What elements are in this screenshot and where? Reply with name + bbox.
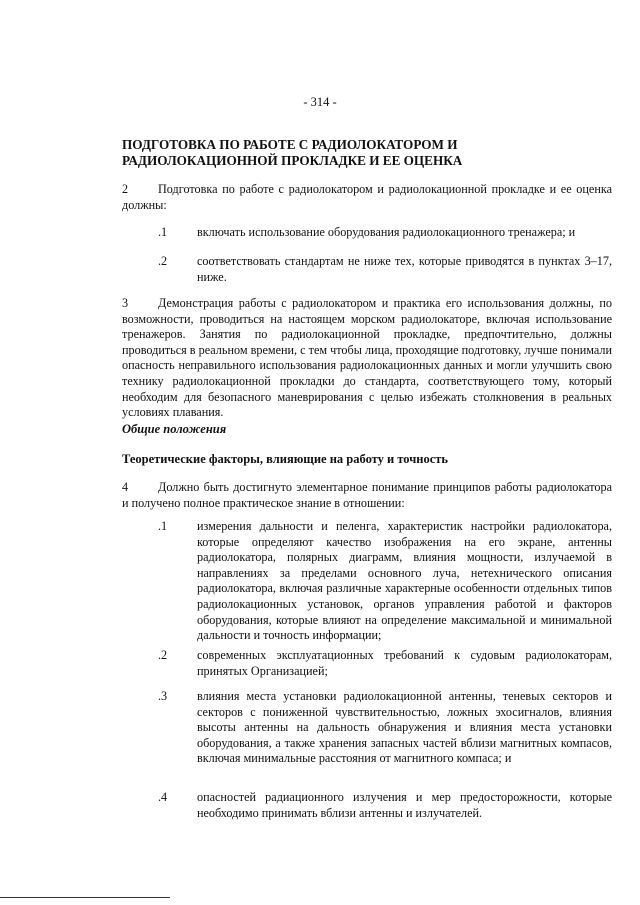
paragraph-3 <box>122 296 612 421</box>
list-item <box>158 689 612 767</box>
paragraph-text: Подготовка по работе с радиолокатором и радиолокационной прокладке и ее оценка должны: <box>122 182 612 212</box>
subheading-general: Общие положения <box>122 422 227 436</box>
list-item-text: современных эксплуатационных требований к судовым радиолокаторам, принятых Организацией; <box>197 648 612 678</box>
list-item-number: .1 <box>158 519 168 533</box>
paragraph-text: Демонстрация работы с радиолокатором и практика его использования должны, по возможности, проводиться на настоящем морском радиолокаторе, включая использование тренажеров. Занятия по радиолокационной прокладке, предпочтительно, должны проводиться в реальном времени, с тем чтобы лица, проходящие подготовку, лучше понимали опасность неправильного использования радиолокационных данных и могли улучшить свою технику радиолокационной прокладки до стандарта, соответствующего тому, который необходим для безопасного маневрирования с целью избежать столкновения в реальных условиях плавания. <box>122 296 612 420</box>
page-number: - 314 - <box>303 95 337 109</box>
paragraph-number: 4 <box>122 480 129 494</box>
footer-rule <box>0 897 170 898</box>
paragraph-number: 2 <box>122 182 129 196</box>
paragraph-number: 3 <box>122 296 129 310</box>
list-item <box>158 519 612 644</box>
list-item <box>158 790 612 821</box>
paragraph-2 <box>122 182 612 213</box>
list-item <box>158 254 612 285</box>
list-item-number: .2 <box>158 648 168 662</box>
list-item-text: включать использование оборудования радиолокационного тренажера; и <box>197 225 576 239</box>
list-item-number: .2 <box>158 254 168 268</box>
section-title: ПОДГОТОВКА ПО РАБОТЕ С РАДИОЛОКАТОРОМ И РАДИОЛОКАЦИОННОЙ ПРОКЛАДКЕ И ЕЕ ОЦЕНКА <box>122 137 463 168</box>
subheading-theory: Теоретические факторы, влияющие на работу и точность <box>122 452 449 466</box>
list-item-number: .4 <box>158 790 168 804</box>
list-item-number: .3 <box>158 689 168 703</box>
list-item-text: влияния места установки радиолокационной антенны, теневых секторов и секторов с пониженной чувствительностью, ложных эхосигналов, влияния высоты антенны на дальность обнаружения и влияния места установки оборудования, а также хранения запасных частей вблизи магнитных компасов, включая минимальные расстояния от магнитного компаса; и <box>197 689 612 766</box>
list-item <box>158 225 612 241</box>
paragraph-text: Должно быть достигнуто элементарное понимание принципов работы радиолокатора и получено полное практическое знание в отношении: <box>122 480 612 510</box>
list-item-number: .1 <box>158 225 168 239</box>
paragraph-4 <box>122 480 612 511</box>
list-item <box>158 648 612 679</box>
list-item-text: соответствовать стандартам не ниже тех, которые приводятся в пунктах 3–17, ниже. <box>197 254 612 284</box>
list-item-text: опасностей радиационного излучения и мер предосторожности, которые необходимо принимать вблизи антенны и излучателей. <box>197 790 612 820</box>
list-item-text: измерения дальности и пеленга, характеристик настройки радиолокатора, которые определяют качество изображения на его экране, антенны радиолокатора, полярных диаграмм, влияния мощности, излучаемой в направлениях за пределами основного луча, нетехнического описания радиолокатора, включая различные характерные особенности отдельных типов радиолокационных установок, органов управления работой и факторов оборудования, которые влияют на определение максимальной и минимальной дальности и точность информации; <box>197 519 612 643</box>
